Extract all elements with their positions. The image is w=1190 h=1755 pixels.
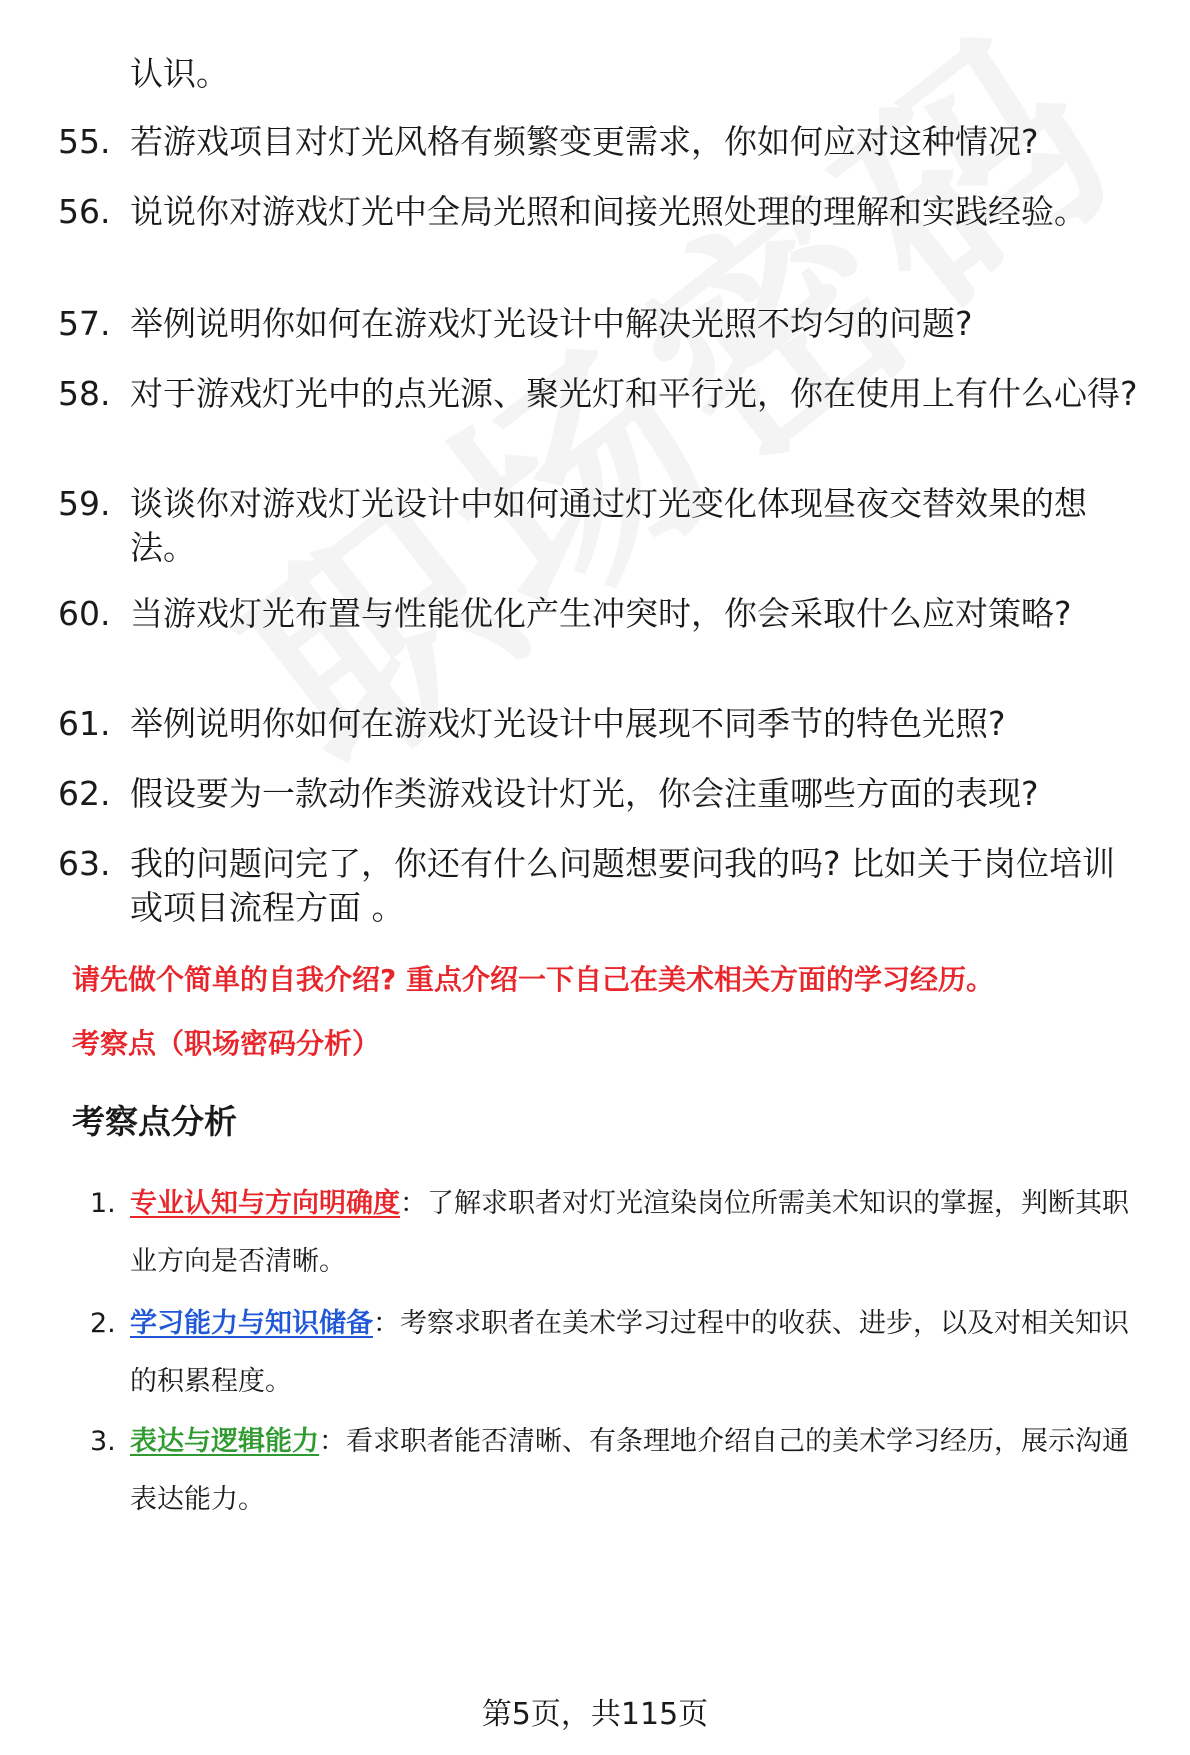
point-description: ：了解求职者对灯光渲染岗位所需美术知识的掌握，判断其职业方向是否清晰。 [130, 1188, 1129, 1277]
point-keyword: 学习能力与知识储备 [130, 1308, 373, 1339]
point-description: ：考察求职者在美术学习过程中的收获、进步，以及对相关知识的积累程度。 [130, 1308, 1129, 1397]
question-text: 举例说明你如何在游戏灯光设计中解决光照不均匀的问题? [130, 304, 973, 343]
question-number: 63. [58, 844, 111, 883]
point-body [130, 1175, 1150, 1291]
point-body [130, 1413, 1150, 1529]
question-text: 若游戏项目对灯光风格有频繁变更需求，你如何应对这种情况? [130, 122, 1039, 161]
question-number: 55. [58, 122, 111, 161]
question-text: 举例说明你如何在游戏灯光设计中展现不同季节的特色光照? [130, 704, 1006, 743]
question-number: 56. [58, 192, 111, 231]
featured-question: 请先做个简单的自我介绍? 重点介绍一下自己在美术相关方面的学习经历。 [72, 963, 994, 996]
question-text: 谈谈你对游戏灯光设计中如何通过灯光变化体现昼夜交替效果的想法。 [130, 484, 1087, 567]
point-number: 1. [90, 1188, 116, 1219]
question-text: 我的问题问完了，你还有什么问题想要问我的吗? 比如关于岗位培训或项目流程方面 。 [130, 844, 1116, 927]
question-number: 62. [58, 774, 111, 813]
question-text: 当游戏灯光布置与性能优化产生冲突时，你会采取什么应对策略? [130, 594, 1072, 633]
point-keyword: 专业认知与方向明确度 [130, 1188, 400, 1219]
question-text: 说说你对游戏灯光中全局光照和间接光照处理的理解和实践经验。 [130, 192, 1087, 231]
point-body [130, 1295, 1150, 1411]
question-text: 假设要为一款动作类游戏设计灯光，你会注重哪些方面的表现? [130, 774, 1039, 813]
point-description: ：看求职者能否清晰、有条理地介绍自己的美术学习经历，展示沟通表达能力。 [130, 1426, 1129, 1515]
continuation-text: 认识。 [130, 54, 229, 93]
section-heading: 考察点分析 [72, 1102, 237, 1141]
point-number: 2. [90, 1308, 116, 1339]
question-number: 61. [58, 704, 111, 743]
question-number: 59. [58, 484, 111, 523]
question-text: 对于游戏灯光中的点光源、聚光灯和平行光，你在使用上有什么心得? [130, 374, 1138, 413]
section-subtitle: 考察点（职场密码分析） [72, 1027, 381, 1060]
page-footer: 第5页，共115页 [481, 1697, 709, 1732]
point-keyword: 表达与逻辑能力 [130, 1426, 319, 1457]
question-number: 60. [58, 594, 111, 633]
question-number: 58. [58, 374, 111, 413]
question-number: 57. [58, 304, 111, 343]
point-number: 3. [90, 1426, 116, 1457]
